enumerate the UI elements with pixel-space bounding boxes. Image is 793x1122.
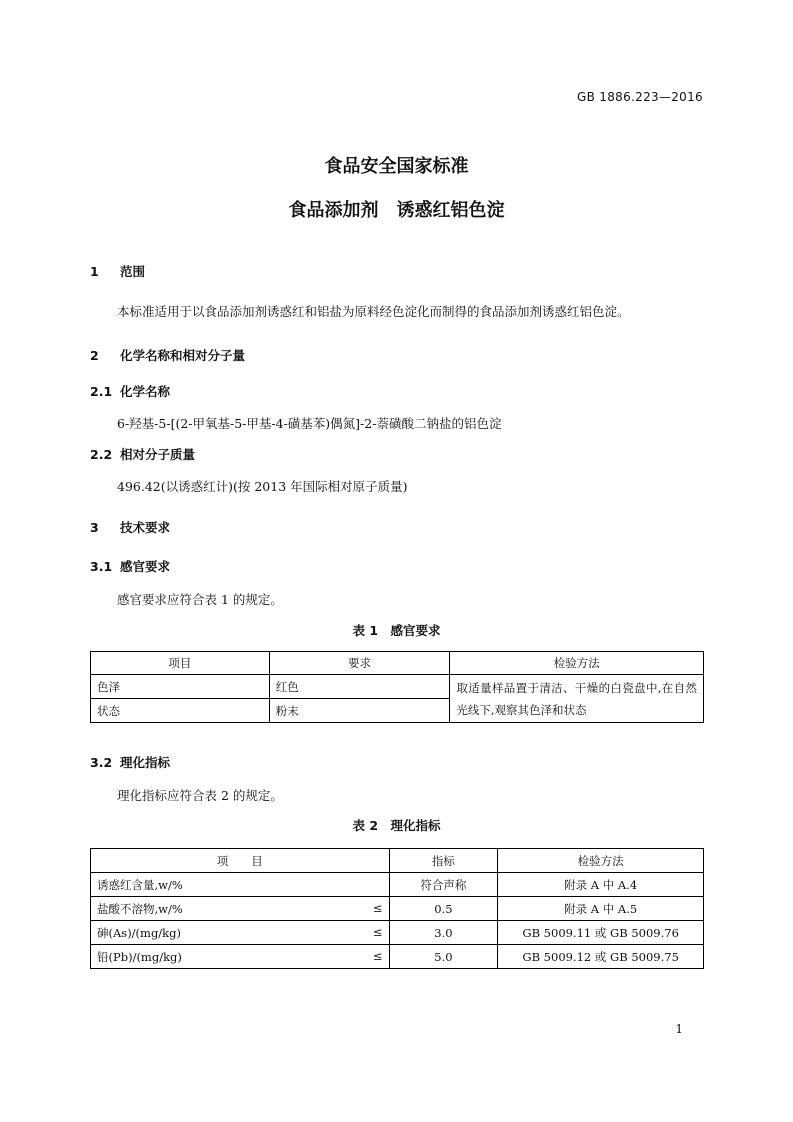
table-cell-value: 3.0: [389, 921, 498, 945]
column-header: 项目: [91, 652, 270, 675]
less-equal-sign: ≤: [372, 900, 383, 915]
table-cell-value: 5.0: [389, 945, 498, 969]
table-header-row: [91, 849, 704, 873]
column-header: 项 目: [91, 849, 390, 873]
section-number: 2: [90, 348, 99, 363]
table-row: [91, 873, 704, 897]
table-1-caption: 表 1 感官要求: [352, 623, 441, 638]
section-1-heading: [90, 262, 145, 280]
column-header: 要求: [269, 652, 450, 675]
table-cell-method: GB 5009.12 或 GB 5009.75: [498, 945, 704, 969]
table-2: [90, 848, 704, 969]
section-3-1-heading: [90, 557, 170, 575]
section-title: 理化指标: [120, 755, 171, 770]
column-header: 检验方法: [450, 652, 704, 675]
table-cell-item: [91, 921, 390, 945]
table-header-row: [91, 652, 704, 675]
section-3-2-text: 理化指标应符合表 2 的规定。: [117, 788, 283, 803]
table-2-caption: 表 2 理化指标: [352, 818, 441, 833]
section-number: 3.1: [90, 559, 113, 574]
item-label: 砷(As)/(mg/kg): [97, 925, 181, 940]
section-2-2-heading: [90, 445, 195, 463]
column-header: 指标: [389, 849, 498, 873]
column-header: 检验方法: [498, 849, 704, 873]
section-number: 3: [90, 520, 99, 535]
less-equal-sign: ≤: [372, 924, 383, 939]
item-label: 铅(Pb)/(mg/kg): [97, 949, 182, 964]
table-cell: 色泽: [91, 675, 270, 699]
standard-code: GB 1886.223—2016: [577, 90, 703, 104]
table-cell-item: [91, 873, 390, 897]
section-3-1-text: 感官要求应符合表 1 的规定。: [117, 592, 283, 607]
section-number: 2.2: [90, 447, 113, 462]
section-title: 技术要求: [120, 520, 171, 535]
section-1-text: 本标准适用于以食品添加剂诱惑红和铝盐为原料经色淀化而制得的食品添加剂诱惑红铝色淀。: [117, 304, 630, 319]
table-cell: 粉末: [269, 699, 450, 723]
document-subtitle: 食品添加剂 诱惑红铝色淀: [288, 200, 505, 221]
section-2-1-heading: [90, 382, 170, 400]
section-2-heading: [90, 346, 245, 364]
section-title: 化学名称: [120, 384, 171, 399]
table-cell-value: 0.5: [389, 897, 498, 921]
section-number: 3.2: [90, 755, 113, 770]
section-title: 化学名称和相对分子量: [120, 348, 246, 363]
table-cell-value: 符合声称: [389, 873, 498, 897]
table-row: [91, 921, 704, 945]
document-title: 食品安全国家标准: [324, 156, 469, 177]
table-row: [91, 897, 704, 921]
section-number: 1: [90, 264, 99, 279]
section-number: 2.1: [90, 384, 113, 399]
table-cell-method: 附录 A 中 A.4: [498, 873, 704, 897]
table-cell: 红色: [269, 675, 450, 699]
chemical-name-text: 6-羟基-5-[(2-甲氧基-5-甲基-4-磺基苯)偶氮]-2-萘磺酸二钠盐的铝色淀: [117, 416, 502, 431]
molecular-mass-text: 496.42(以诱惑红计)(按 2013 年国际相对原子质量): [117, 479, 408, 494]
item-label: 诱惑红含量,w/%: [97, 877, 183, 892]
table-cell-method: GB 5009.11 或 GB 5009.76: [498, 921, 704, 945]
item-label: 盐酸不溶物,w/%: [97, 901, 183, 916]
table-cell-method: 取适量样品置于清洁、干燥的白瓷盘中,在自然光线下,观察其色泽和状态: [450, 675, 704, 723]
section-3-heading: [90, 518, 170, 536]
less-equal-sign: ≤: [372, 948, 383, 963]
page-number: 1: [675, 1022, 683, 1036]
section-title: 感官要求: [120, 559, 171, 574]
table-row: [91, 675, 704, 699]
table-cell-method: 附录 A 中 A.5: [498, 897, 704, 921]
table-cell-item: [91, 945, 390, 969]
table-cell-item: [91, 897, 390, 921]
section-3-2-heading: [90, 753, 170, 771]
table-1: [90, 651, 704, 723]
section-title: 相对分子质量: [120, 447, 196, 462]
section-title: 范围: [120, 264, 146, 279]
table-cell: 状态: [91, 699, 270, 723]
table-row: [91, 945, 704, 969]
